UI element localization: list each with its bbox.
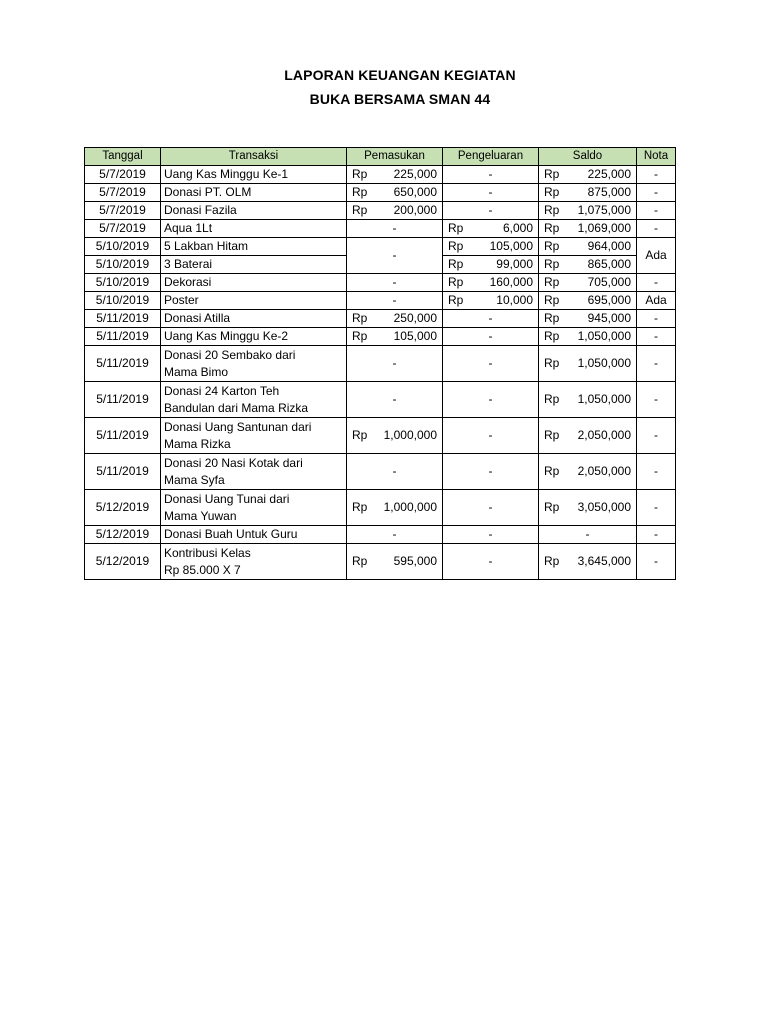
table-header-row	[85, 148, 676, 166]
pengeluaran-cell: -	[443, 346, 539, 382]
currency-label: Rp	[352, 185, 368, 199]
transaction-line-1: Donasi 20 Nasi Kotak dari	[164, 455, 303, 470]
pemasukan-cell: -	[347, 292, 443, 310]
nota-cell: -	[637, 454, 676, 490]
pengeluaran-cell: -	[443, 328, 539, 346]
currency-label: Rp	[544, 464, 560, 478]
header-pemasukan: Pemasukan	[347, 148, 443, 166]
transaction-cell: 3 Baterai	[161, 256, 347, 274]
saldo-cell-value	[542, 220, 633, 237]
transaction-line-1: Donasi 24 Karton Teh	[164, 383, 280, 398]
amount: 1,050,000	[577, 392, 631, 406]
table-row	[85, 328, 676, 346]
amount: 1,050,000	[577, 356, 631, 370]
pengeluaran-cell: -	[443, 490, 539, 526]
saldo-cell	[539, 202, 637, 220]
pengeluaran-cell	[443, 220, 539, 238]
transaction-line-1: Donasi 20 Sembako dari	[164, 347, 296, 362]
transaction-line-2: Rp 85.000 X 7	[164, 562, 241, 577]
saldo-cell-value	[542, 166, 633, 183]
date-cell: 5/7/2019	[85, 166, 161, 184]
nota-cell: -	[637, 544, 676, 580]
transaction-cell	[161, 418, 347, 454]
date-cell: 5/12/2019	[85, 544, 161, 580]
table-row	[85, 346, 676, 382]
currency-label: Rp	[544, 356, 560, 370]
currency-label: Rp	[448, 239, 464, 253]
nota-cell: -	[637, 526, 676, 544]
saldo-cell-value	[542, 391, 633, 408]
transaction-cell: Donasi Buah Untuk Guru	[161, 526, 347, 544]
saldo-cell-value	[542, 355, 633, 372]
saldo-cell-value	[542, 463, 633, 480]
saldo-cell-value	[542, 274, 633, 291]
pemasukan-cell-value	[350, 328, 439, 345]
transaction-line-1: Donasi Uang Santunan dari	[164, 419, 312, 434]
pemasukan-cell	[347, 166, 443, 184]
currency-label: Rp	[352, 329, 368, 343]
transaction-line-2: Mama Yuwan	[164, 508, 237, 523]
saldo-cell-value	[542, 256, 633, 273]
nota-cell: Ada	[637, 238, 676, 274]
saldo-cell-value	[542, 184, 633, 201]
pemasukan-cell: -	[347, 220, 443, 238]
table-row	[85, 274, 676, 292]
saldo-cell-value	[542, 310, 633, 327]
transaction-line-1: Kontribusi Kelas	[164, 545, 251, 560]
pengeluaran-cell: -	[443, 382, 539, 418]
date-cell: 5/7/2019	[85, 184, 161, 202]
transaction-line-2: Mama Rizka	[164, 436, 231, 451]
nota-cell: -	[637, 166, 676, 184]
transaction-cell	[161, 490, 347, 526]
saldo-cell: -	[539, 526, 637, 544]
pemasukan-cell-value	[350, 553, 439, 570]
pengeluaran-cell: -	[443, 526, 539, 544]
saldo-cell-value	[542, 499, 633, 516]
nota-cell: -	[637, 490, 676, 526]
table-row	[85, 418, 676, 454]
saldo-cell-value	[542, 292, 633, 309]
nota-cell: -	[637, 328, 676, 346]
currency-label: Rp	[544, 275, 560, 289]
pemasukan-cell	[347, 490, 443, 526]
amount: 875,000	[587, 185, 631, 199]
currency-label: Rp	[544, 167, 560, 181]
saldo-cell	[539, 184, 637, 202]
table-row	[85, 454, 676, 490]
transaction-cell: Dekorasi	[161, 274, 347, 292]
pemasukan-cell	[347, 418, 443, 454]
pemasukan-cell	[347, 328, 443, 346]
table-row	[85, 490, 676, 526]
pengeluaran-cell	[443, 238, 539, 256]
header-saldo: Saldo	[539, 148, 637, 166]
pemasukan-cell	[347, 202, 443, 220]
date-cell: 5/11/2019	[85, 418, 161, 454]
date-cell: 5/10/2019	[85, 274, 161, 292]
nota-cell: Ada	[637, 292, 676, 310]
table-row	[85, 220, 676, 238]
saldo-cell	[539, 256, 637, 274]
amount: 945,000	[587, 311, 631, 325]
pemasukan-cell-value	[350, 166, 439, 183]
saldo-cell	[539, 310, 637, 328]
currency-label: Rp	[544, 500, 560, 514]
transaction-line-2: Mama Syfa	[164, 472, 225, 487]
pemasukan-cell	[347, 184, 443, 202]
currency-label: Rp	[448, 257, 464, 271]
amount: 200,000	[393, 203, 437, 217]
saldo-cell	[539, 454, 637, 490]
date-cell: 5/7/2019	[85, 202, 161, 220]
nota-cell: -	[637, 184, 676, 202]
currency-label: Rp	[544, 185, 560, 199]
saldo-cell	[539, 382, 637, 418]
transaction-cell: Uang Kas Minggu Ke-1	[161, 166, 347, 184]
header-tanggal: Tanggal	[85, 148, 161, 166]
transaction-cell: Donasi Fazila	[161, 202, 347, 220]
currency-label: Rp	[544, 221, 560, 235]
date-cell: 5/10/2019	[85, 256, 161, 274]
currency-label: Rp	[544, 554, 560, 568]
pemasukan-cell: -	[347, 454, 443, 490]
amount: 2,050,000	[577, 428, 631, 442]
transaction-cell	[161, 346, 347, 382]
pengeluaran-cell	[443, 256, 539, 274]
amount: 650,000	[393, 185, 437, 199]
currency-label: Rp	[544, 203, 560, 217]
nota-cell: -	[637, 346, 676, 382]
pengeluaran-cell-value	[446, 274, 535, 291]
amount: 1,000,000	[383, 500, 437, 514]
pengeluaran-cell	[443, 274, 539, 292]
saldo-cell	[539, 544, 637, 580]
table-row	[85, 310, 676, 328]
amount: 105,000	[489, 239, 533, 253]
pemasukan-cell	[347, 310, 443, 328]
saldo-cell	[539, 166, 637, 184]
amount: 225,000	[393, 167, 437, 181]
date-cell: 5/10/2019	[85, 238, 161, 256]
pemasukan-cell: -	[347, 274, 443, 292]
amount: 695,000	[587, 293, 631, 307]
pemasukan-cell-value	[350, 427, 439, 444]
pemasukan-cell: -	[347, 526, 443, 544]
pengeluaran-cell: -	[443, 454, 539, 490]
date-cell: 5/12/2019	[85, 490, 161, 526]
amount: 250,000	[393, 311, 437, 325]
pemasukan-cell-value	[350, 202, 439, 219]
pengeluaran-cell-value	[446, 256, 535, 273]
saldo-cell-value	[542, 553, 633, 570]
transaction-cell: 5 Lakban Hitam	[161, 238, 347, 256]
pengeluaran-cell: -	[443, 202, 539, 220]
table-row	[85, 202, 676, 220]
amount: 225,000	[587, 167, 631, 181]
transaction-cell	[161, 382, 347, 418]
table-row	[85, 526, 676, 544]
table-row	[85, 238, 676, 256]
amount: 1,069,000	[577, 221, 631, 235]
amount: 1,000,000	[383, 428, 437, 442]
currency-label: Rp	[448, 293, 464, 307]
amount: 964,000	[587, 239, 631, 253]
saldo-cell	[539, 328, 637, 346]
header-nota: Nota	[637, 148, 676, 166]
amount: 1,075,000	[577, 203, 631, 217]
currency-label: Rp	[352, 167, 368, 181]
amount: 3,645,000	[577, 554, 631, 568]
amount: 1,050,000	[577, 329, 631, 343]
table-row	[85, 292, 676, 310]
pengeluaran-cell-value	[446, 238, 535, 255]
pengeluaran-cell: -	[443, 544, 539, 580]
pengeluaran-cell-value	[446, 292, 535, 309]
saldo-cell-value	[542, 427, 633, 444]
date-cell: 5/10/2019	[85, 292, 161, 310]
nota-cell: -	[637, 274, 676, 292]
saldo-cell-value	[542, 202, 633, 219]
currency-label: Rp	[448, 275, 464, 289]
amount: 10,000	[496, 293, 533, 307]
saldo-cell	[539, 220, 637, 238]
amount: 6,000	[502, 221, 533, 235]
amount: 160,000	[489, 275, 533, 289]
table-row	[85, 166, 676, 184]
date-cell: 5/11/2019	[85, 346, 161, 382]
pengeluaran-cell: -	[443, 184, 539, 202]
pemasukan-cell: -	[347, 382, 443, 418]
nota-cell: -	[637, 310, 676, 328]
saldo-cell	[539, 274, 637, 292]
pemasukan-cell-value	[350, 184, 439, 201]
amount: 105,000	[393, 329, 437, 343]
nota-cell: -	[637, 202, 676, 220]
currency-label: Rp	[352, 311, 368, 325]
nota-cell: -	[637, 220, 676, 238]
currency-label: Rp	[352, 500, 368, 514]
currency-label: Rp	[544, 428, 560, 442]
date-cell: 5/12/2019	[85, 526, 161, 544]
report-title-line-1: LAPORAN KEUANGAN KEGIATAN	[284, 67, 516, 83]
transaction-cell: Poster	[161, 292, 347, 310]
amount: 2,050,000	[577, 464, 631, 478]
nota-cell: -	[637, 382, 676, 418]
pengeluaran-cell-value	[446, 220, 535, 237]
transaction-cell: Uang Kas Minggu Ke-2	[161, 328, 347, 346]
currency-label: Rp	[544, 239, 560, 253]
transaction-line-2: Mama Bimo	[164, 364, 229, 379]
pengeluaran-cell: -	[443, 166, 539, 184]
currency-label: Rp	[352, 554, 368, 568]
transaction-cell: Donasi Atilla	[161, 310, 347, 328]
report-title-line-2: BUKA BERSAMA SMAN 44	[309, 91, 491, 107]
currency-label: Rp	[544, 329, 560, 343]
date-cell: 5/11/2019	[85, 454, 161, 490]
currency-label: Rp	[352, 203, 368, 217]
pemasukan-cell	[347, 544, 443, 580]
amount: 595,000	[393, 554, 437, 568]
amount: 705,000	[587, 275, 631, 289]
saldo-cell	[539, 346, 637, 382]
pemasukan-cell-value	[350, 499, 439, 516]
date-cell: 5/11/2019	[85, 382, 161, 418]
date-cell: 5/11/2019	[85, 328, 161, 346]
saldo-cell	[539, 418, 637, 454]
amount: 99,000	[496, 257, 533, 271]
saldo-cell-value	[542, 328, 633, 345]
saldo-cell	[539, 292, 637, 310]
pengeluaran-cell	[443, 292, 539, 310]
currency-label: Rp	[544, 257, 560, 271]
table-row	[85, 544, 676, 580]
currency-label: Rp	[352, 428, 368, 442]
date-cell: 5/7/2019	[85, 220, 161, 238]
pengeluaran-cell: -	[443, 418, 539, 454]
saldo-cell-value	[542, 238, 633, 255]
nota-cell: -	[637, 418, 676, 454]
transaction-line-1: Donasi Uang Tunai dari	[164, 491, 290, 506]
pemasukan-cell-value	[350, 310, 439, 327]
amount: 865,000	[587, 257, 631, 271]
table-row	[85, 382, 676, 418]
saldo-cell	[539, 490, 637, 526]
pemasukan-cell: -	[347, 346, 443, 382]
header-transaksi: Transaksi	[161, 148, 347, 166]
header-pengeluaran: Pengeluaran	[443, 148, 539, 166]
table-row	[85, 184, 676, 202]
date-cell: 5/11/2019	[85, 310, 161, 328]
transaction-line-2: Bandulan dari Mama Rizka	[164, 400, 309, 415]
currency-label: Rp	[544, 293, 560, 307]
currency-label: Rp	[544, 311, 560, 325]
financial-report-table	[84, 147, 676, 580]
currency-label: Rp	[448, 221, 464, 235]
pemasukan-cell: -	[347, 238, 443, 274]
transaction-cell: Aqua 1Lt	[161, 220, 347, 238]
transaction-cell	[161, 454, 347, 490]
pengeluaran-cell: -	[443, 310, 539, 328]
currency-label: Rp	[544, 392, 560, 406]
amount: 3,050,000	[577, 500, 631, 514]
transaction-cell	[161, 544, 347, 580]
transaction-cell: Donasi PT. OLM	[161, 184, 347, 202]
saldo-cell	[539, 238, 637, 256]
